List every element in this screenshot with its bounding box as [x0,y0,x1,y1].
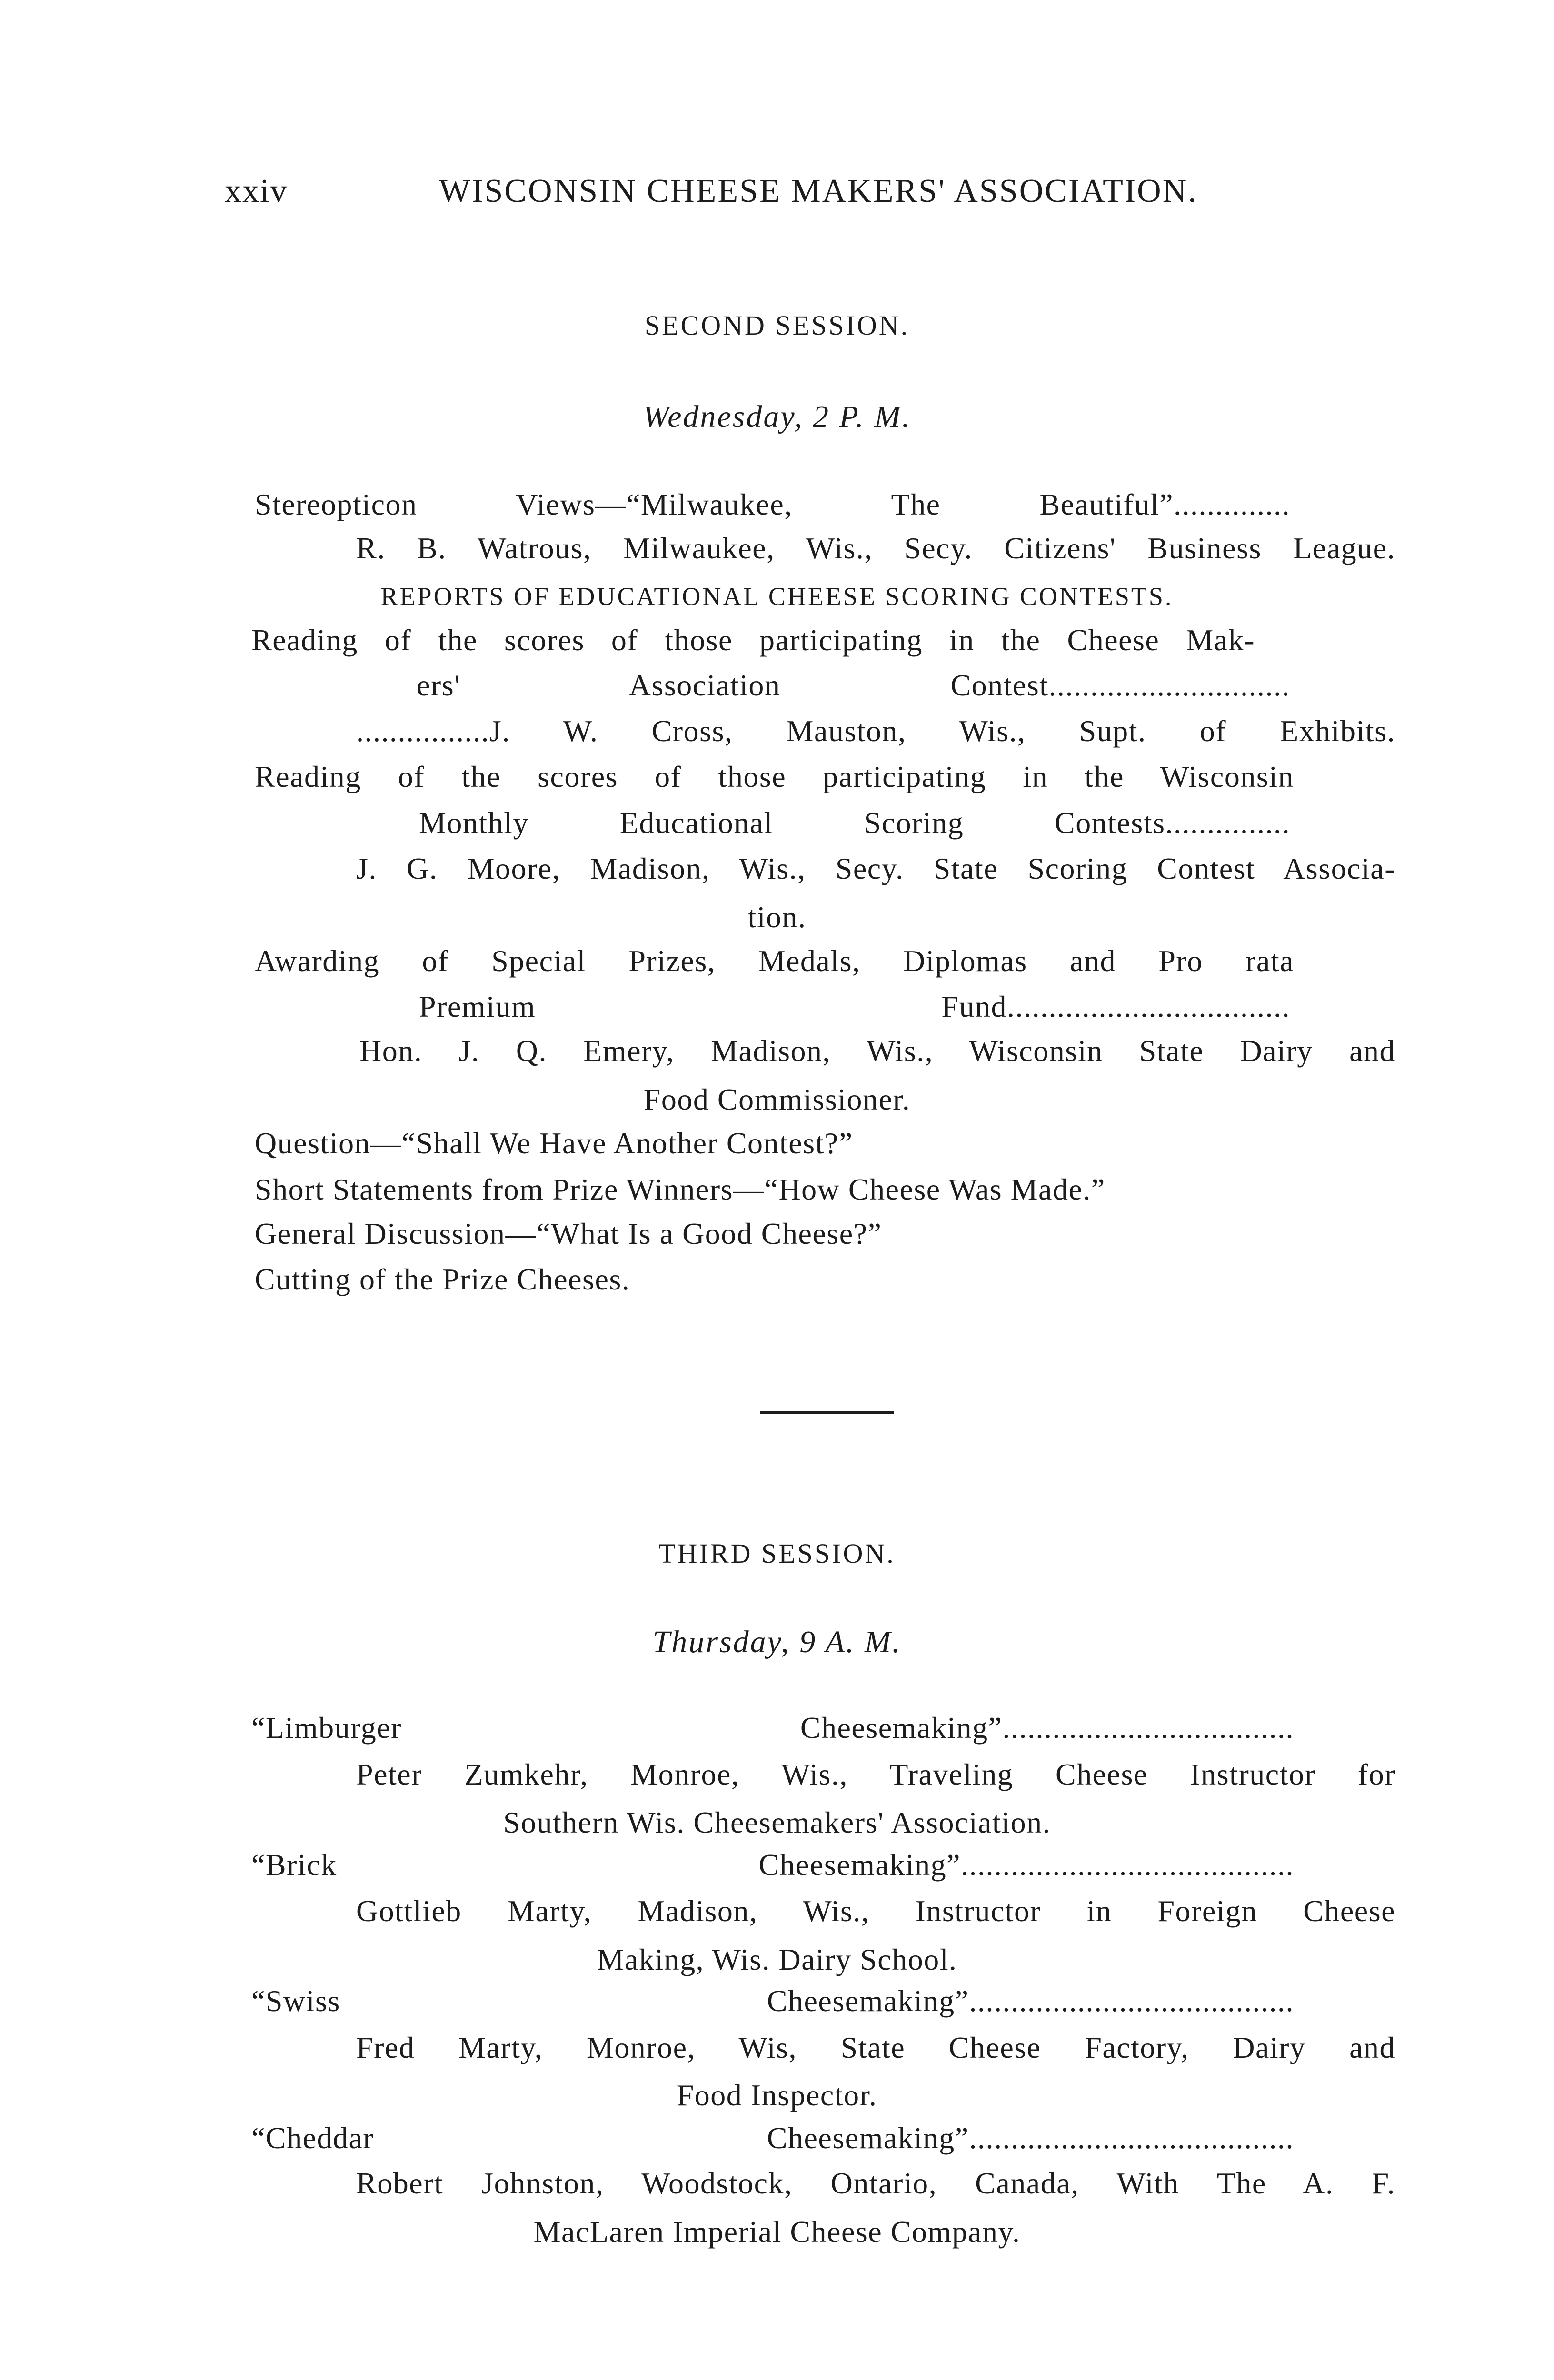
program-presenter: Southern Wis. Cheesemakers' Association. [503,1805,1051,1839]
program-item: Question—“Shall We Have Another Contest?” [255,1126,853,1160]
program-item: “Brick Cheesemaking”........................................ [251,1848,1294,1882]
program-item: Cutting of the Prize Cheeses. [255,1262,630,1296]
second-session-heading: SECOND SESSION. [644,310,910,341]
program-presenter: Food Inspector. [677,2078,877,2112]
program-item: Stereopticon Views—“Milwaukee, The Beautiful”.............. [255,487,1290,521]
program-item: “Cheddar Cheesemaking”....................................... [251,2121,1294,2155]
program-presenter: tion. [747,900,807,934]
program-item: General Discussion—“What Is a Good Cheese?” [255,1217,882,1250]
program-presenter: Food Commissioner. [643,1082,911,1116]
third-session-heading: THIRD SESSION. [658,1538,896,1569]
program-presenter: Making, Wis. Dairy School. [597,1943,957,1976]
program-presenter: Fred Marty, Monroe, Wis, State Cheese Factory, Dairy and [356,2031,1395,2064]
program-presenter: ................J. W. Cross, Mauston, Wis., Supt. of Exhibits. [356,714,1395,748]
program-item: Premium Fund.................................. [419,990,1290,1023]
program-presenter: R. B. Watrous, Milwaukee, Wis., Secy. Citizens' Business League. [356,531,1395,565]
program-presenter: Robert Johnston, Woodstock, Ontario, Canada, With The A. F. [356,2166,1395,2200]
program-presenter: Gottlieb Marty, Madison, Wis., Instructor in Foreign Cheese [356,1894,1395,1928]
page-header [0,172,1554,225]
program-item: Reading of the scores of those participating in the Cheese Mak- [251,623,1255,657]
program-presenter: MacLaren Imperial Cheese Company. [533,2215,1021,2249]
program-presenter: J. G. Moore, Madison, Wis., Secy. State Scoring Contest Associa- [356,852,1395,885]
program-item: ers' Association Contest............................. [417,668,1290,702]
third-session-time: Thursday, 9 A. M. [652,1625,902,1659]
program-item: Awarding of Special Prizes, Medals, Diplomas and Pro rata [255,944,1294,978]
program-item: Monthly Educational Scoring Contests............... [419,806,1290,840]
page-number: xxiv [225,173,288,209]
program-item: Short Statements from Prize Winners—“How Cheese Was Made.” [255,1172,1106,1206]
program-presenter: Peter Zumkehr, Monroe, Wis., Traveling Cheese Instructor for [356,1757,1395,1791]
section-divider [760,1411,894,1414]
subsection-heading: REPORTS OF EDUCATIONAL CHEESE SCORING CONTESTS. [380,582,1174,611]
program-item: “Limburger Cheesemaking”................................... [251,1711,1294,1745]
program-item: Reading of the scores of those participating in the Wisconsin [255,760,1294,793]
running-head: WISCONSIN CHEESE MAKERS' ASSOCIATION. [439,173,1198,209]
program-presenter: Hon. J. Q. Emery, Madison, Wis., Wisconsin State Dairy and [359,1034,1395,1068]
second-session-time: Wednesday, 2 P. M. [643,399,911,434]
program-item: “Swiss Cheesemaking”....................................... [251,1984,1294,2018]
